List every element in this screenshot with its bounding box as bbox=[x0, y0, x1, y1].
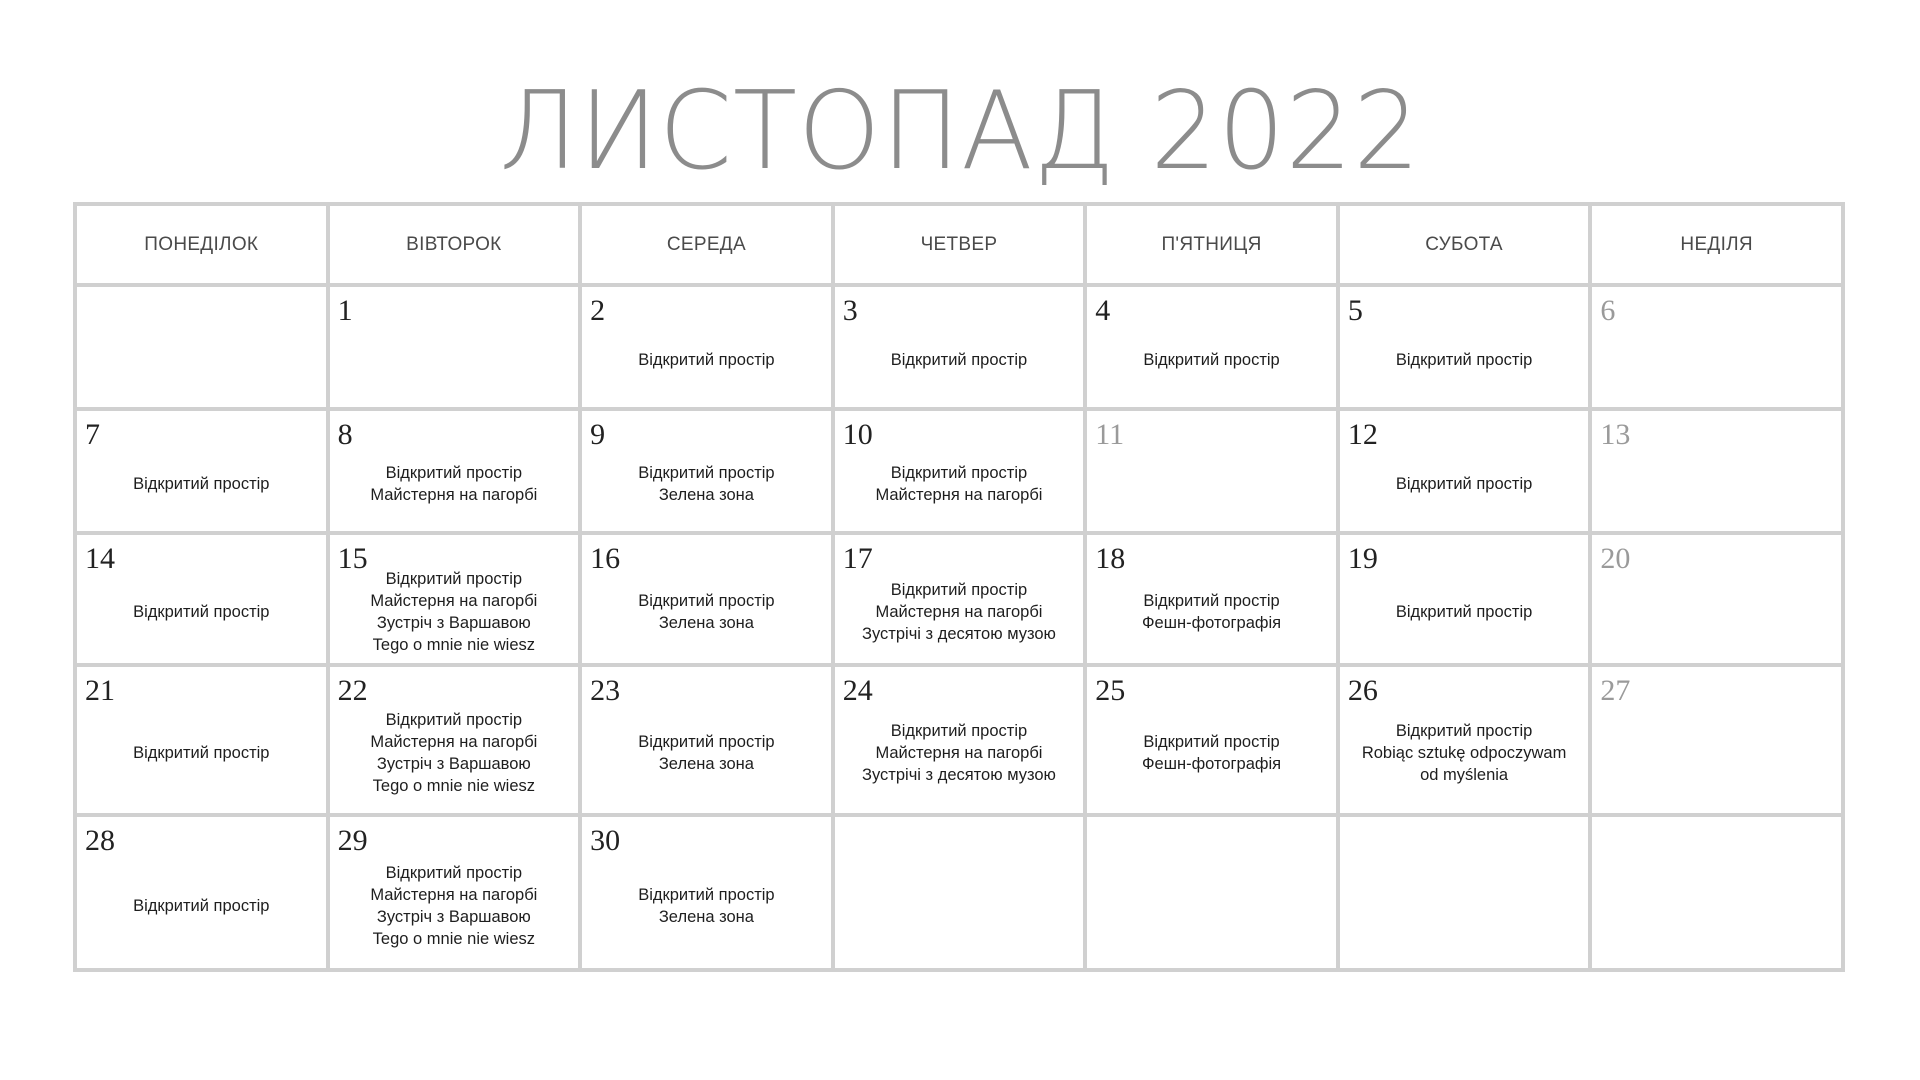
empty-day-cell bbox=[1338, 815, 1591, 970]
event-item[interactable]: Фешн-фотографія bbox=[1142, 614, 1282, 632]
day-number: 28 bbox=[85, 824, 115, 857]
calendar-grid bbox=[73, 202, 1845, 972]
day-cell[interactable] bbox=[580, 285, 833, 409]
day-cell[interactable] bbox=[328, 409, 581, 533]
day-number: 21 bbox=[85, 674, 115, 707]
day-number: 22 bbox=[337, 674, 368, 707]
event-item[interactable]: Відкритий простір bbox=[638, 733, 775, 751]
event-item[interactable]: Майстерня на пагорбі bbox=[370, 733, 538, 751]
event-item[interactable]: Відкритий простір bbox=[890, 464, 1028, 482]
event-item[interactable]: Відкритий простір bbox=[133, 603, 270, 621]
day-cell[interactable] bbox=[1338, 409, 1591, 533]
event-list bbox=[582, 817, 831, 968]
day-number: 7 bbox=[85, 418, 100, 451]
event-list bbox=[1340, 287, 1589, 407]
event-item[interactable]: Зелена зона bbox=[658, 907, 754, 926]
event-item[interactable]: Tego o mnie nie wiesz bbox=[372, 929, 536, 948]
weekday-header: П'ЯТНИЦЯ bbox=[1085, 204, 1338, 285]
event-item[interactable]: Зустріч з Варшавою bbox=[376, 907, 531, 926]
event-list bbox=[330, 817, 579, 968]
event-item[interactable]: Майстерня на пагорбі bbox=[370, 592, 538, 610]
event-list bbox=[582, 287, 831, 407]
event-item[interactable]: Відкритий простір bbox=[133, 744, 270, 762]
day-cell[interactable] bbox=[1590, 285, 1843, 409]
event-item[interactable]: Відкритий простір bbox=[638, 351, 775, 369]
day-number: 11 bbox=[1095, 418, 1125, 451]
event-item[interactable]: Відкритий простір bbox=[1395, 475, 1533, 493]
day-number: 13 bbox=[1600, 418, 1631, 451]
day-number: 30 bbox=[590, 824, 621, 857]
event-item[interactable]: Зелена зона bbox=[658, 486, 754, 504]
day-number: 5 bbox=[1347, 294, 1363, 327]
event-item[interactable]: Відкритий простір bbox=[890, 351, 1028, 369]
day-cell[interactable] bbox=[580, 665, 833, 815]
day-number: 16 bbox=[590, 542, 621, 575]
event-list bbox=[1340, 411, 1589, 531]
day-cell[interactable] bbox=[833, 533, 1086, 665]
day-cell[interactable] bbox=[580, 409, 833, 533]
event-item[interactable]: od myślenia bbox=[1420, 766, 1509, 784]
calendar-title: ЛИСТОПАД 2022 bbox=[499, 69, 1421, 194]
event-item[interactable]: Відкритий простір bbox=[385, 464, 523, 482]
empty-day-cell bbox=[833, 815, 1086, 970]
week-row bbox=[75, 815, 1843, 970]
weekday-header: ВІВТОРОК bbox=[328, 204, 581, 285]
event-item[interactable]: Майстерня на пагорбі bbox=[875, 744, 1043, 762]
day-cell[interactable] bbox=[1085, 285, 1338, 409]
event-list bbox=[77, 411, 326, 531]
event-list bbox=[1340, 667, 1589, 813]
day-number: 14 bbox=[85, 542, 115, 575]
event-item[interactable]: Відкритий простір bbox=[385, 863, 523, 882]
weekday-header: ПОНЕДІЛОК bbox=[75, 204, 328, 285]
day-cell[interactable] bbox=[75, 665, 328, 815]
day-cell[interactable] bbox=[833, 285, 1086, 409]
day-cell[interactable] bbox=[1590, 409, 1843, 533]
day-number: 26 bbox=[1347, 674, 1378, 707]
day-cell[interactable] bbox=[833, 665, 1086, 815]
day-number: 1 bbox=[337, 294, 353, 327]
day-cell[interactable] bbox=[1085, 409, 1338, 533]
day-number: 19 bbox=[1347, 542, 1378, 575]
week-row bbox=[75, 409, 1843, 533]
week-row bbox=[75, 285, 1843, 409]
day-number: 17 bbox=[842, 542, 873, 575]
event-item[interactable]: Відкритий простір bbox=[638, 885, 775, 904]
day-number: 8 bbox=[337, 418, 353, 451]
day-number: 18 bbox=[1095, 542, 1126, 575]
event-item[interactable]: Відкритий простір bbox=[1143, 592, 1280, 610]
event-item[interactable]: Зустрічі з десятою музою bbox=[862, 625, 1056, 643]
event-item[interactable]: Зустріч з Варшавою bbox=[376, 614, 531, 632]
event-item[interactable]: Зустріч з Варшавою bbox=[376, 755, 531, 773]
day-cell[interactable] bbox=[1338, 665, 1591, 815]
event-list bbox=[1087, 287, 1336, 407]
event-item[interactable]: Відкритий простір bbox=[385, 711, 523, 729]
event-item[interactable]: Зустрічі з десятою музою bbox=[862, 766, 1056, 784]
event-list bbox=[835, 411, 1084, 531]
day-cell[interactable] bbox=[328, 665, 581, 815]
day-number: 25 bbox=[1095, 674, 1126, 707]
day-number: 4 bbox=[1095, 294, 1111, 327]
event-item[interactable]: Відкритий простір bbox=[890, 581, 1028, 599]
day-number: 9 bbox=[590, 418, 606, 451]
event-item[interactable]: Майстерня на пагорбі bbox=[370, 486, 538, 504]
event-list bbox=[330, 535, 579, 663]
day-cell[interactable] bbox=[328, 533, 581, 665]
weekday-header: СЕРЕДА bbox=[580, 204, 833, 285]
event-item[interactable]: Майстерня на пагорбі bbox=[875, 486, 1043, 504]
day-number: 29 bbox=[337, 824, 368, 857]
event-item[interactable]: Зелена зона bbox=[658, 755, 754, 773]
event-list bbox=[77, 535, 326, 663]
event-item[interactable]: Майстерня на пагорбі bbox=[875, 603, 1043, 621]
event-list bbox=[582, 411, 831, 531]
weekday-header-row bbox=[75, 204, 1843, 285]
day-cell[interactable] bbox=[580, 533, 833, 665]
day-cell[interactable] bbox=[1085, 533, 1338, 665]
day-cell[interactable] bbox=[1085, 665, 1338, 815]
event-item[interactable]: Відкритий простір bbox=[1143, 733, 1280, 751]
event-item[interactable]: Tego o mnie nie wiesz bbox=[372, 636, 536, 654]
day-cell[interactable] bbox=[328, 815, 581, 970]
day-number: 2 bbox=[590, 294, 606, 327]
empty-day-cell bbox=[1590, 815, 1843, 970]
weekday-header: НЕДІЛЯ bbox=[1590, 204, 1843, 285]
empty-day-cell bbox=[75, 285, 328, 409]
empty-day-cell bbox=[1085, 815, 1338, 970]
day-number: 3 bbox=[842, 294, 858, 327]
event-list bbox=[582, 667, 831, 813]
event-item[interactable]: Фешн-фотографія bbox=[1142, 755, 1282, 773]
event-list bbox=[835, 667, 1084, 813]
event-item[interactable]: Відкритий простір bbox=[890, 722, 1028, 740]
event-item[interactable]: Відкритий простір bbox=[1395, 722, 1533, 740]
event-list bbox=[77, 817, 326, 968]
event-list bbox=[1340, 535, 1589, 663]
day-number: 10 bbox=[842, 418, 873, 451]
day-number: 24 bbox=[842, 674, 873, 707]
day-cell[interactable] bbox=[75, 409, 328, 533]
week-row bbox=[75, 533, 1843, 665]
event-item[interactable]: Відкритий простір bbox=[638, 592, 775, 610]
event-list bbox=[582, 535, 831, 663]
week-row bbox=[75, 665, 1843, 815]
event-item[interactable]: Відкритий простір bbox=[133, 475, 270, 493]
day-cell[interactable] bbox=[1590, 665, 1843, 815]
event-item[interactable]: Відкритий простір bbox=[385, 570, 523, 588]
event-item[interactable]: Відкритий простір bbox=[1395, 351, 1533, 369]
event-item[interactable]: Відкритий простір bbox=[1395, 603, 1533, 621]
weekday-header: СУБОТА bbox=[1338, 204, 1591, 285]
event-item[interactable]: Зелена зона bbox=[658, 614, 754, 632]
day-cell[interactable] bbox=[1590, 533, 1843, 665]
day-number: 27 bbox=[1600, 674, 1631, 707]
event-item[interactable]: Відкритий простір bbox=[1143, 351, 1280, 369]
event-list bbox=[330, 411, 579, 531]
event-list bbox=[330, 667, 579, 813]
event-item[interactable]: Robiąc sztukę odpoczywam bbox=[1361, 744, 1567, 762]
day-cell[interactable] bbox=[1338, 285, 1591, 409]
day-cell[interactable] bbox=[75, 815, 328, 970]
event-list bbox=[77, 667, 326, 813]
day-cell[interactable] bbox=[328, 285, 581, 409]
day-number: 20 bbox=[1600, 542, 1631, 575]
day-number: 15 bbox=[337, 542, 368, 575]
day-number: 23 bbox=[590, 674, 621, 707]
day-cell[interactable] bbox=[580, 815, 833, 970]
weekday-header: ЧЕТВЕР bbox=[833, 204, 1086, 285]
event-item[interactable]: Відкритий простір bbox=[638, 464, 775, 482]
day-number: 6 bbox=[1600, 294, 1616, 327]
event-item[interactable]: Майстерня на пагорбі bbox=[370, 885, 538, 904]
event-item[interactable]: Tego o mnie nie wiesz bbox=[372, 777, 536, 795]
day-cell[interactable] bbox=[1338, 533, 1591, 665]
event-list bbox=[835, 535, 1084, 663]
event-list bbox=[1087, 667, 1336, 813]
day-number: 12 bbox=[1347, 418, 1378, 451]
event-item[interactable]: Відкритий простір bbox=[133, 896, 270, 915]
day-cell[interactable] bbox=[75, 533, 328, 665]
event-list bbox=[835, 287, 1084, 407]
day-cell[interactable] bbox=[833, 409, 1086, 533]
event-list bbox=[1087, 535, 1336, 663]
